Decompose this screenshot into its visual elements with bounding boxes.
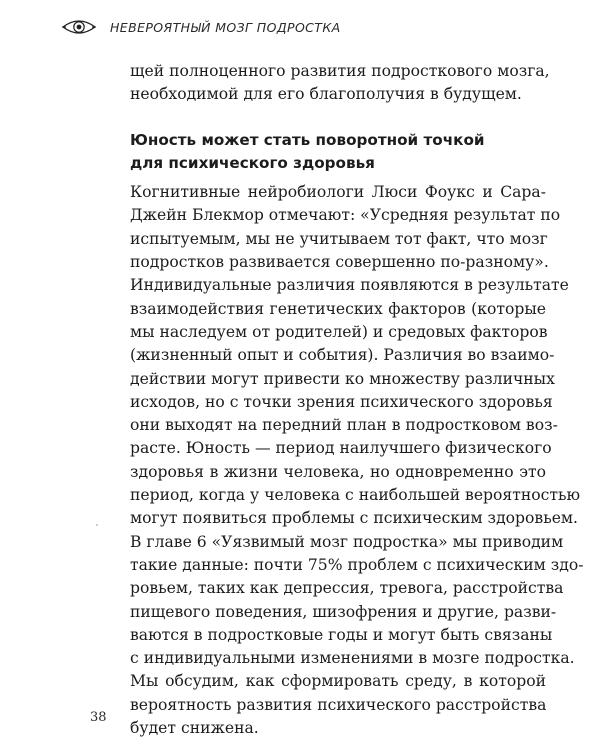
- text-line: щей полноценного развития подросткового мозга,: [130, 62, 550, 80]
- running-header: [62, 14, 560, 40]
- text-line: здоровья в жизни человека, но одновременно это: [130, 462, 546, 481]
- text-line: необходимой для его благополучия в будущем.: [130, 85, 522, 104]
- text-line: ваются в подростковые годы и могут быть связаны: [130, 625, 553, 644]
- running-title: НЕВЕРОЯТНЫЙ МОЗГ ПОДРОСТКА: [110, 19, 341, 35]
- heading-line: для психического здоровья: [130, 153, 375, 172]
- text-line: Мы обсудим, как сформировать среду, в которой: [130, 672, 546, 691]
- text-line: вероятность развития психического расстройства: [130, 695, 547, 714]
- text-line: могут появиться проблемы с психическим здоровьем.: [130, 509, 579, 528]
- text-line: (жизненный опыт и события). Различия во взаимо-: [130, 346, 555, 365]
- page-body: [130, 60, 584, 740]
- text-line: пищевого поведения, шизофрения и другие, разви-: [130, 602, 557, 621]
- text-line: с индивидуальными изменениями в мозге подростка.: [130, 649, 575, 668]
- body-paragraph: [130, 181, 584, 740]
- text-line: такие данные: почти 75% проблем с психическим здо-: [130, 555, 584, 574]
- page-number: 38: [90, 710, 107, 725]
- text-line: период, когда у человека с наибольшей вероятностью: [130, 486, 581, 505]
- text-line: будет снижена.: [130, 719, 259, 738]
- text-line: Индивидуальные различия появляются в результате: [130, 276, 569, 295]
- text-line: взаимодействия генетических факторов (которые: [130, 299, 546, 318]
- text-line: Джейн Блекмор отмечают: «Усредняя результат по: [130, 206, 561, 225]
- heading-line: Юность может стать поворотной точкой: [130, 130, 485, 149]
- paper-speck: [96, 524, 98, 526]
- text-line: В главе 6 «Уязвимый мозг подростка» мы приводим: [130, 532, 564, 551]
- eye-icon: [62, 18, 96, 36]
- text-line: испытуемым, мы не учитываем тот факт, что мозг: [130, 229, 548, 248]
- text-line: действии могут привести ко множеству различных: [130, 369, 555, 388]
- text-line: исходов, но с точки зрения психического здоровья: [130, 392, 553, 411]
- text-line: ровьем, таких как депрессия, тревога, расстройства: [130, 579, 564, 598]
- text-line: мы наследуем от родителей) и средовых факторов: [130, 322, 548, 341]
- text-line: Когнитивные нейробиологи Люси Фоукс и Сара-: [130, 183, 546, 202]
- text-line: они выходят на передний план в подростковом воз-: [130, 416, 558, 435]
- text-line: расте. Юность — период наилучшего физического: [130, 439, 552, 458]
- intro-paragraph: [130, 60, 550, 107]
- section-heading: [130, 129, 546, 176]
- text-line: подростков развивается совершенно по-разному».: [130, 253, 549, 272]
